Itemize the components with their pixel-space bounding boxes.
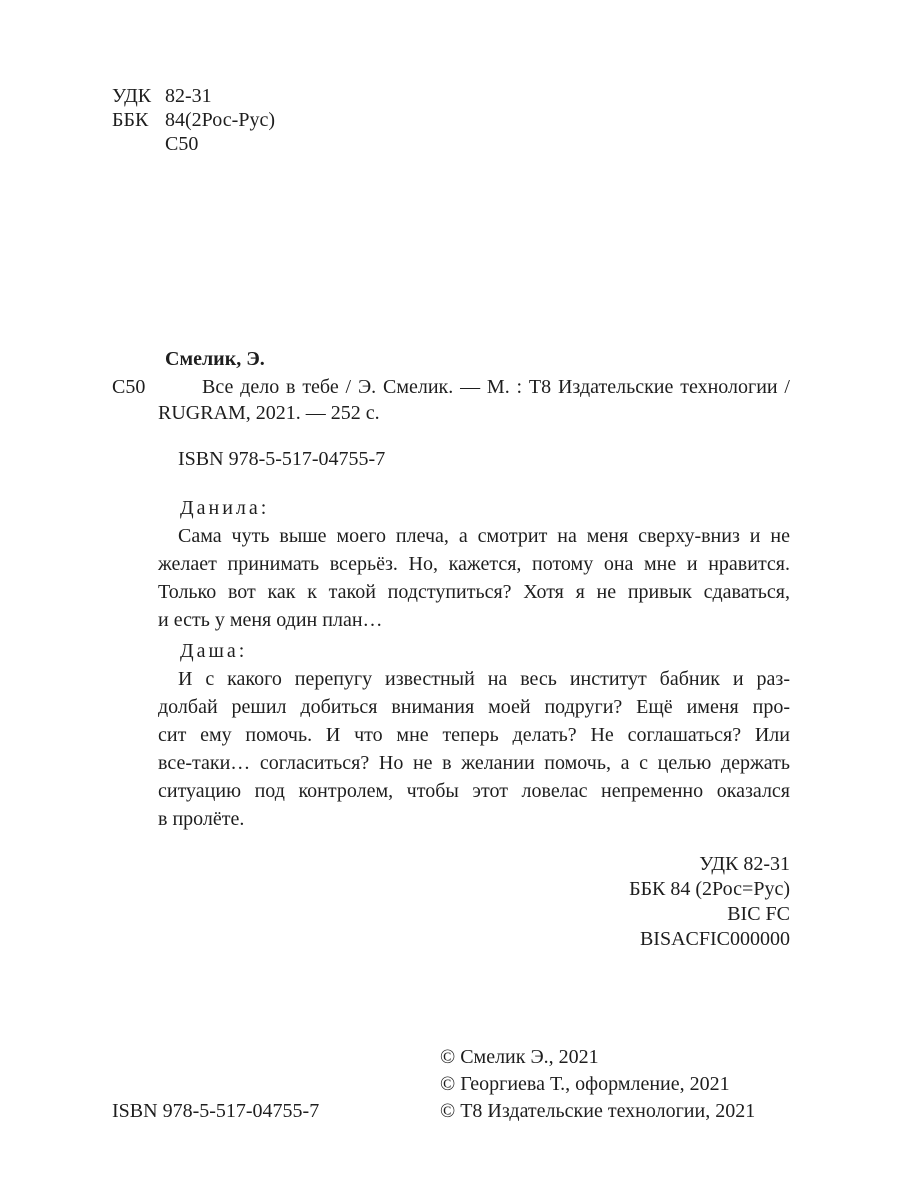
copyright-line: © Георгиева Т., оформление, 2021 xyxy=(440,1073,730,1095)
annotation-line: все-таки… согласиться? Но не в желании помочь, а с целью держать xyxy=(158,752,790,774)
udk-code: УДК 82-31 xyxy=(699,853,790,875)
citation-author-sign: С50 xyxy=(112,376,146,398)
udk-label: УДК xyxy=(112,85,152,107)
citation-line: Все дело в тебе / Э. Смелик. — М. : Т8 Издательские технологии / xyxy=(202,376,790,398)
author-sign-row xyxy=(112,132,275,156)
annotation-dasha xyxy=(158,637,790,833)
bbk-label: ББК xyxy=(112,109,149,131)
classification-codes-right xyxy=(629,852,790,952)
annotation-line: долбай решил добиться внимания моей подруги? Ещё именя про- xyxy=(158,696,790,718)
annotation-line: Только вот как к такой подступиться? Хотя я не привык сдаваться, xyxy=(158,581,790,603)
copyright-line: © Смелик Э., 2021 xyxy=(440,1046,599,1068)
annotation-line: ситуацию под контролем, чтобы этот ловелас непременно оказался xyxy=(158,780,790,802)
annotation-line: И с какого перепугу известный на весь институт бабник и раз- xyxy=(178,668,790,690)
author-sign-value: С50 xyxy=(165,133,199,155)
copyright-line: © Т8 Издательские технологии, 2021 xyxy=(440,1100,756,1122)
annotation-line: Сама чуть выше моего плеча, а смотрит на меня сверху-вниз и не xyxy=(178,525,790,547)
citation-line: RUGRAM, 2021. — 252 с. xyxy=(158,402,380,424)
annotation-line: сит ему помочь. И что мне теперь делать? Не соглашаться? Или xyxy=(158,724,790,746)
character-name: Данила: xyxy=(180,497,270,519)
udk-row xyxy=(112,84,275,108)
bisac-code: BISACFIC000000 xyxy=(639,928,790,950)
isbn-top: ISBN 978-5-517-04755-7 xyxy=(178,448,386,470)
annotation-line: желает принимать всерьёз. Но, кажется, потому она мне и нравится. xyxy=(158,553,790,575)
author-heading: Смелик, Э. xyxy=(165,348,265,370)
character-name: Даша: xyxy=(180,640,248,662)
classification-codes-top xyxy=(112,84,275,156)
bbk-value: 84(2Рос-Рус) xyxy=(165,109,275,131)
bbk-row xyxy=(112,108,275,132)
annotation-danila xyxy=(158,494,790,634)
isbn-bottom: ISBN 978-5-517-04755-7 xyxy=(112,1100,320,1122)
bibliographic-citation xyxy=(158,374,790,426)
udk-value: 82-31 xyxy=(165,85,212,107)
bbk-code: ББК 84 (2Рос=Рус) xyxy=(629,878,790,900)
copyright-block xyxy=(440,1044,755,1125)
annotation-line: в пролёте. xyxy=(158,808,245,830)
annotation-line: и есть у меня один план… xyxy=(158,609,383,631)
bic-code: BIC FC xyxy=(727,903,790,925)
